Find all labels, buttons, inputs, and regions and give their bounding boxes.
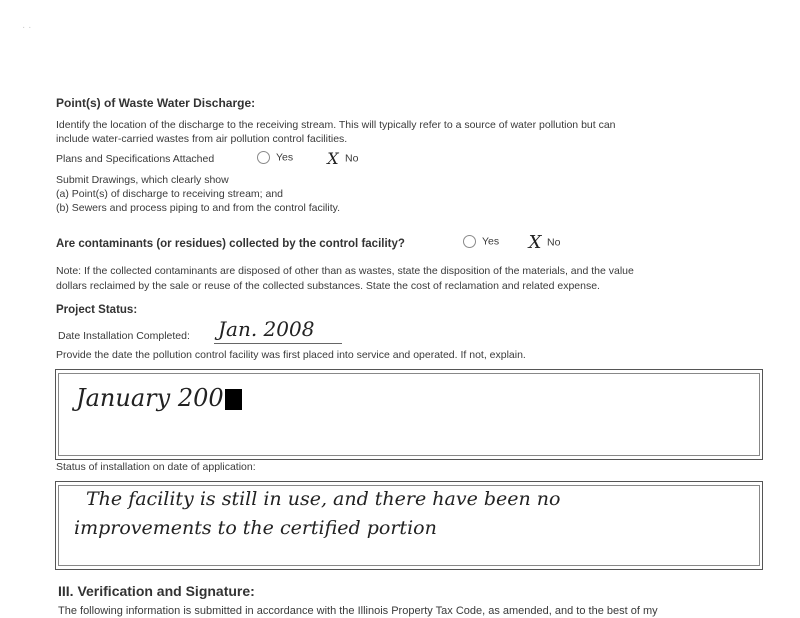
plans-yes-label: Yes bbox=[276, 151, 294, 164]
discharge-heading: Point(s) of Waste Water Discharge: bbox=[56, 96, 256, 110]
verification-heading: III. Verification and Signature: bbox=[58, 583, 255, 599]
contaminants-note-line1: Note: If the collected contaminants are disposed of other than as wastes, state the disposition of the materials, and the value bbox=[56, 265, 634, 277]
service-date-text: January 200 bbox=[76, 384, 224, 412]
discharge-intro-line1: Identify the location of the discharge to the receiving stream. This will typically refer to a source of water pollution but can bbox=[56, 119, 616, 131]
verification-text: The following information is submitted in accordance with the Illinois Property Tax Code, as amended, and to the best of my bbox=[58, 605, 658, 617]
handwritten-x-icon[interactable]: X bbox=[327, 149, 339, 168]
radio-icon[interactable] bbox=[463, 235, 476, 248]
scan-smudge: · · bbox=[22, 22, 32, 33]
plans-no-option[interactable] bbox=[326, 149, 358, 168]
date-completed-label: Date Installation Completed: bbox=[58, 330, 190, 342]
status-text-line1[interactable]: The facility is still in use, and there have been no bbox=[86, 488, 561, 510]
date-completed-value[interactable]: Jan. 2008 bbox=[218, 317, 315, 341]
plans-attached-label: Plans and Specifications Attached bbox=[56, 153, 215, 165]
service-date-value[interactable] bbox=[76, 384, 242, 412]
radio-icon[interactable] bbox=[257, 151, 270, 164]
provide-date-instruction: Provide the date the pollution control facility was first placed into service and operated. If not, explain. bbox=[56, 349, 526, 361]
plans-yes-option[interactable] bbox=[257, 151, 293, 164]
contaminants-no-label: No bbox=[547, 236, 561, 249]
contaminants-yes-option[interactable] bbox=[463, 235, 499, 248]
contaminants-no-option[interactable] bbox=[528, 232, 560, 253]
handwritten-x-icon[interactable]: X bbox=[528, 232, 542, 253]
contaminants-note-line2: dollars reclaimed by the sale or reuse of the collected substances. State the cost of reclamation and related expense. bbox=[56, 280, 600, 292]
project-status-heading: Project Status: bbox=[56, 304, 138, 316]
redaction-block bbox=[225, 389, 242, 410]
contaminants-question: Are contaminants (or residues) collected by the control facility? bbox=[56, 238, 405, 250]
contaminants-yes-label: Yes bbox=[482, 235, 500, 248]
submit-drawings-line2: (a) Point(s) of discharge to receiving stream; and bbox=[56, 188, 284, 200]
status-text-line2[interactable]: improvements to the certified portion bbox=[74, 517, 437, 539]
submit-drawings-line1: Submit Drawings, which clearly show bbox=[56, 174, 229, 186]
date-underline bbox=[214, 343, 342, 344]
plans-attached-row bbox=[56, 153, 214, 165]
discharge-intro-line2: include water-carried wastes from air pollution control facilities. bbox=[56, 133, 348, 145]
plans-no-label: No bbox=[345, 152, 359, 165]
submit-drawings-line3: (b) Sewers and process piping to and from the control facility. bbox=[56, 202, 341, 214]
status-installation-label: Status of installation on date of application: bbox=[56, 461, 256, 473]
